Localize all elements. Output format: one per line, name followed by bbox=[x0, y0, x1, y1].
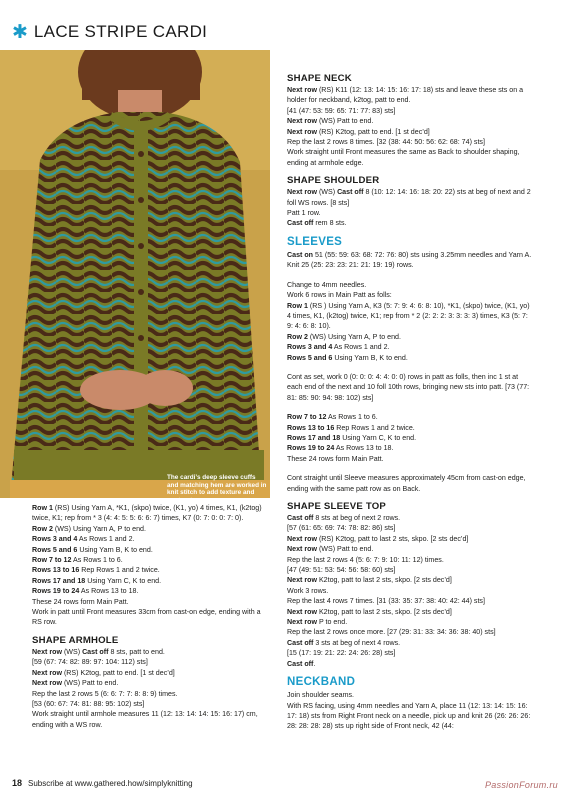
instruction-text: (RS) K11 (12: 13: 14: 15: 16: 17: 18) sts and leave these sts on a holder for neckband, k2tog, patt to end. bbox=[287, 86, 524, 105]
instruction-text: Cont as set, work 0 (0: 0: 0: 4: 4: 0: 0) rows in patt as folls, then inc 1 st at each end of the next and 10 foll 10th rows, bringing new sts into patt. [73 (77: 81: 85: 90: 94: 98: 102) sts] bbox=[287, 372, 530, 402]
instruction-line bbox=[287, 690, 533, 700]
instruction-label: Rows 13 to 16 bbox=[32, 566, 80, 575]
instruction-text: As Rows 13 to 18. bbox=[79, 587, 139, 596]
instruction-line bbox=[287, 555, 533, 565]
instruction-text: [53 (60: 67: 74: 81: 88: 95: 102) sts] bbox=[32, 699, 145, 708]
instruction-line bbox=[287, 280, 533, 290]
instruction-text: (RS) K2tog, patt to end. [1 st dec’d] bbox=[316, 127, 430, 136]
instruction-line bbox=[287, 617, 533, 627]
instruction-text: As Rows 1 and 2. bbox=[77, 535, 135, 544]
instruction-text: (RS ) Using Yarn A, K3 (5: 7: 9: 4: 6: 8: 10), *K1, (skpo) twice, (K1, yo) 4 times, K1, (k2tog) twice, K1; rep from * 2 (2: 2: 2: 3: 3: 3: 3) times, K3 (5: 7: 9: 4: 6: 8: 10). bbox=[287, 301, 530, 331]
instruction-line bbox=[287, 116, 533, 126]
instruction-text: (WS) Using Yarn A, P to end. bbox=[52, 524, 146, 533]
instruction-text: These 24 rows form Main Patt. bbox=[32, 597, 129, 606]
instruction-text: Rep the last 2 rows once more. [27 (29: 31: 33: 34: 36: 38: 40) sts] bbox=[287, 628, 496, 637]
instruction-line bbox=[287, 596, 533, 606]
instruction-line bbox=[32, 699, 270, 709]
instruction-line bbox=[287, 523, 533, 533]
instruction-text: Rep Rows 1 and 2 twice. bbox=[334, 423, 415, 432]
instruction-label: Rows 17 and 18 bbox=[32, 576, 86, 585]
instruction-line bbox=[32, 503, 270, 524]
instruction-text: Using Yarn B, K to end. bbox=[77, 545, 153, 554]
instruction-line bbox=[287, 301, 533, 332]
instruction-label: Next row bbox=[287, 127, 317, 136]
right-column bbox=[287, 72, 533, 732]
instruction-text: P to end. bbox=[316, 618, 348, 627]
instruction-label: Rows 19 to 24 bbox=[287, 444, 335, 453]
instruction-text: 3 sts at beg of next 4 rows. bbox=[313, 638, 401, 647]
instruction-label: Next row bbox=[287, 618, 317, 627]
instruction-label: Row 2 bbox=[32, 524, 53, 533]
instruction-text: As Rows 1 to 6. bbox=[71, 556, 123, 565]
subscribe-text: Subscribe at www.gathered.how/simplyknitting bbox=[28, 779, 193, 788]
instruction-line bbox=[287, 513, 533, 523]
instruction-text: Work 3 rows. bbox=[287, 586, 329, 595]
instruction-text: [47 (49: 51: 53: 54: 56: 58: 60) sts] bbox=[287, 566, 396, 575]
instruction-line bbox=[287, 250, 533, 260]
instruction-label: Rows 5 and 6 bbox=[287, 353, 333, 362]
instruction-line bbox=[287, 332, 533, 342]
instruction-text: As Rows 13 to 18. bbox=[334, 444, 394, 453]
instruction-label: Cast off bbox=[337, 188, 364, 197]
instruction-text: Rep the last 2 rows 8 times. [32 (38: 44: 50: 56: 62: 68: 74) sts] bbox=[287, 138, 485, 147]
instruction-text: Work straight until armhole measures 11 (12: 13: 14: 14: 15: 16: 17) cm, ending with a WS row. bbox=[32, 710, 258, 729]
instruction-line bbox=[287, 607, 533, 617]
instruction-line bbox=[287, 544, 533, 554]
instruction-text: 8 sts, patt to end. bbox=[108, 647, 165, 656]
instruction-label: Rows 3 and 4 bbox=[287, 343, 333, 352]
instruction-text: Rep the last 2 rows 4 (5: 6: 7: 9: 10: 11: 12) times. bbox=[287, 555, 444, 564]
instruction-label: Cast off bbox=[287, 219, 314, 228]
model-illustration bbox=[0, 50, 270, 498]
instruction-text: K2tog, patt to last 2 sts, skpo. [2 sts dec’d] bbox=[316, 576, 452, 585]
instruction-label: Row 1 bbox=[287, 301, 308, 310]
instruction-label: Row 7 to 12 bbox=[287, 413, 327, 422]
instruction-text: Join shoulder seams. bbox=[287, 691, 355, 700]
instruction-line bbox=[287, 342, 533, 352]
shape-sleeve-top-heading: SHAPE SLEEVE TOP bbox=[287, 501, 386, 512]
instruction-label: Rows 3 and 4 bbox=[32, 535, 78, 544]
instruction-label: Rows 5 and 6 bbox=[32, 545, 78, 554]
instruction-text: (WS) Patt to end. bbox=[316, 545, 374, 554]
instruction-text: As Rows 1 to 6. bbox=[326, 413, 378, 422]
instruction-line bbox=[287, 659, 533, 669]
instruction-line bbox=[32, 689, 270, 699]
instruction-line bbox=[287, 147, 533, 168]
instruction-line bbox=[287, 85, 533, 106]
sleeves-heading: SLEEVES bbox=[287, 235, 343, 248]
instruction-label: Next row bbox=[287, 576, 317, 585]
shape-shoulder-heading: SHAPE SHOULDER bbox=[287, 175, 380, 187]
instruction-label: Row 2 bbox=[287, 332, 308, 341]
instruction-label: Next row bbox=[32, 647, 62, 656]
instruction-label: Cast on bbox=[287, 250, 314, 259]
instruction-line bbox=[32, 534, 270, 544]
instruction-text: 8 (10: 12: 14: 16: 18: 20: 22) sts at beg of next and 2 foll WS rows. [8 sts] bbox=[287, 188, 531, 207]
instruction-label: Cast off bbox=[287, 659, 314, 668]
instruction-line bbox=[287, 627, 533, 637]
instruction-label: Next row bbox=[287, 86, 317, 94]
instruction-line bbox=[287, 534, 533, 544]
instruction-line bbox=[287, 290, 533, 300]
instruction-line bbox=[287, 473, 533, 494]
instruction-line bbox=[32, 576, 270, 586]
instruction-line bbox=[287, 701, 533, 732]
instruction-text: Patt 1 row. bbox=[287, 209, 321, 218]
watermark: PassionForum.ru bbox=[484, 780, 558, 790]
instruction-text: Cont straight until Sleeve measures approximately 45cm from cast-on edge, ending with the same patt row as on Back. bbox=[287, 474, 526, 493]
instruction-text: Rep Rows 1 and 2 twice. bbox=[79, 566, 160, 575]
instruction-label: Rows 13 to 16 bbox=[287, 423, 335, 432]
instruction-line bbox=[32, 678, 270, 688]
cardigan-photo bbox=[0, 50, 270, 498]
instruction-text: Using Yarn B, K to end. bbox=[332, 353, 408, 362]
instruction-text: (WS) Using Yarn A, P to end. bbox=[307, 332, 401, 341]
instruction-text: With RS facing, using 4mm needles and Yarn A, place 11 (12: 13: 14: 15: 16: 17: 18) sts from Right Front neck on a needle, pick up and knit 26 (26: 26: 26: 28: 28: 28: 28) sts up right side of Front neck, 42 (44: bbox=[287, 701, 531, 731]
instruction-text: (RS) Using Yarn A, *K1, (skpo) twice, (K1, yo) 4 times, K1, (k2tog) twice, K1; rep from * 3 (4: 4: 5: 5: 6: 6: 7) times, K7 (0: 7: 0: 0: 7: 0). bbox=[32, 504, 262, 523]
instruction-line bbox=[287, 586, 533, 596]
instruction-line bbox=[287, 260, 533, 270]
instruction-label: Next row bbox=[287, 545, 317, 554]
instruction-label: Cast off bbox=[287, 514, 314, 522]
instruction-line bbox=[32, 709, 270, 730]
instruction-line bbox=[287, 353, 533, 363]
instruction-text: 51 (55: 59: 63: 68: 72: 76: 80) sts using 3.25mm needles and Yarn A. bbox=[313, 250, 532, 259]
instruction-line bbox=[287, 106, 533, 116]
instruction-line bbox=[32, 647, 270, 657]
instruction-line bbox=[287, 208, 533, 218]
instruction-label: Next row bbox=[287, 188, 317, 197]
shape-neck-heading: SHAPE NECK bbox=[287, 73, 352, 84]
instruction-text: Rep the last 2 rows 5 (6: 6: 7: 7: 8: 8: 9) times. bbox=[32, 689, 178, 698]
instruction-text: Rep the last 4 rows 7 times. [31 (33: 35: 37: 38: 40: 42: 44) sts] bbox=[287, 597, 485, 606]
photo-caption: The cardi’s deep sleeve cuffs and matching hem are worked in knit stitch to add texture and contrast bbox=[167, 474, 267, 504]
instruction-text: Knit 25 (25: 23: 23: 21: 21: 19: 19) rows. bbox=[287, 261, 414, 270]
instruction-text: (WS) Patt to end. bbox=[61, 679, 119, 688]
instruction-text: Work in patt until Front measures 33cm from cast-on edge, ending with a RS row. bbox=[32, 608, 261, 627]
instruction-text: (RS) K2tog, patt to end. [1 st dec’d] bbox=[61, 668, 175, 677]
instruction-label: Next row bbox=[287, 117, 317, 126]
instruction-text: . bbox=[313, 659, 316, 668]
instruction-label: Row 7 to 12 bbox=[32, 556, 72, 565]
instruction-text: [15 (17: 19: 21: 22: 24: 26: 28) sts] bbox=[287, 649, 396, 658]
instruction-line bbox=[287, 187, 533, 208]
instruction-label: Next row bbox=[32, 679, 62, 688]
instruction-text: [57 (61: 65: 69: 74: 78: 82: 86) sts] bbox=[287, 524, 396, 533]
instruction-text: Work straight until Front measures the same as Back to shoulder shaping, ending at armhole edge. bbox=[287, 148, 520, 167]
instruction-text: [59 (67: 74: 82: 89: 97: 104: 112) sts] bbox=[32, 658, 148, 667]
instruction-line bbox=[32, 524, 270, 534]
instruction-line bbox=[287, 648, 533, 658]
instruction-text: Change to 4mm needles. bbox=[287, 280, 367, 289]
instruction-label: Row 1 bbox=[32, 504, 53, 512]
instruction-line bbox=[32, 586, 270, 596]
instruction-line bbox=[287, 218, 533, 228]
neckband-heading: NECKBAND bbox=[287, 676, 356, 689]
instruction-text: As Rows 1 and 2. bbox=[332, 343, 390, 352]
asterisk-icon: ✱ bbox=[12, 20, 28, 43]
left-column bbox=[32, 503, 270, 730]
instruction-line bbox=[287, 433, 533, 443]
instruction-label: Cast off bbox=[82, 647, 109, 656]
instruction-line bbox=[287, 423, 533, 433]
instruction-text: Using Yarn C, K to end. bbox=[85, 576, 162, 585]
page-header bbox=[12, 22, 207, 42]
instruction-label: Next row bbox=[287, 607, 317, 616]
instruction-line bbox=[32, 545, 270, 555]
instruction-line bbox=[287, 443, 533, 453]
instruction-label: Next row bbox=[32, 668, 62, 677]
page-number: 18 bbox=[12, 778, 23, 788]
instruction-text: rem 8 sts. bbox=[313, 219, 347, 228]
instruction-line bbox=[287, 127, 533, 137]
page-title: LACE STRIPE CARDI bbox=[33, 22, 208, 41]
instruction-line bbox=[287, 638, 533, 648]
instruction-text: 8 sts at beg of next 2 rows. bbox=[313, 514, 401, 522]
instruction-text: These 24 rows form Main Patt. bbox=[287, 454, 384, 463]
instruction-text: (WS) bbox=[61, 647, 83, 656]
instruction-text: (WS) Patt to end. bbox=[316, 117, 374, 126]
instruction-label: Next row bbox=[287, 534, 317, 543]
instruction-label: Rows 19 to 24 bbox=[32, 587, 80, 596]
shape-armhole-heading: SHAPE ARMHOLE bbox=[32, 634, 119, 646]
instruction-label: Rows 17 and 18 bbox=[287, 433, 341, 442]
instruction-line bbox=[32, 597, 270, 607]
instruction-text: Work 6 rows in Main Patt as folls: bbox=[287, 291, 392, 300]
instruction-line bbox=[287, 372, 533, 403]
instruction-text: K2tog, patt to last 2 sts, skpo. [2 sts dec’d] bbox=[316, 607, 452, 616]
instruction-line bbox=[32, 565, 270, 575]
instruction-line bbox=[287, 565, 533, 575]
instruction-line bbox=[287, 575, 533, 585]
instruction-line bbox=[287, 454, 533, 464]
instruction-line bbox=[32, 668, 270, 678]
instruction-text: [41 (47: 53: 59: 65: 71: 77: 83) sts] bbox=[287, 106, 396, 115]
instruction-line bbox=[32, 607, 270, 628]
instruction-label: Cast off bbox=[287, 638, 314, 647]
instruction-line bbox=[32, 657, 270, 667]
instruction-line bbox=[32, 555, 270, 565]
instruction-line bbox=[287, 412, 533, 422]
instruction-line bbox=[287, 137, 533, 147]
page-footer bbox=[12, 778, 193, 788]
instruction-text: (WS) bbox=[316, 188, 338, 197]
instruction-text: (RS) K2tog, patt to last 2 sts, skpo. [2 sts dec’d] bbox=[316, 534, 469, 543]
instruction-text: Using Yarn C, K to end. bbox=[340, 433, 417, 442]
